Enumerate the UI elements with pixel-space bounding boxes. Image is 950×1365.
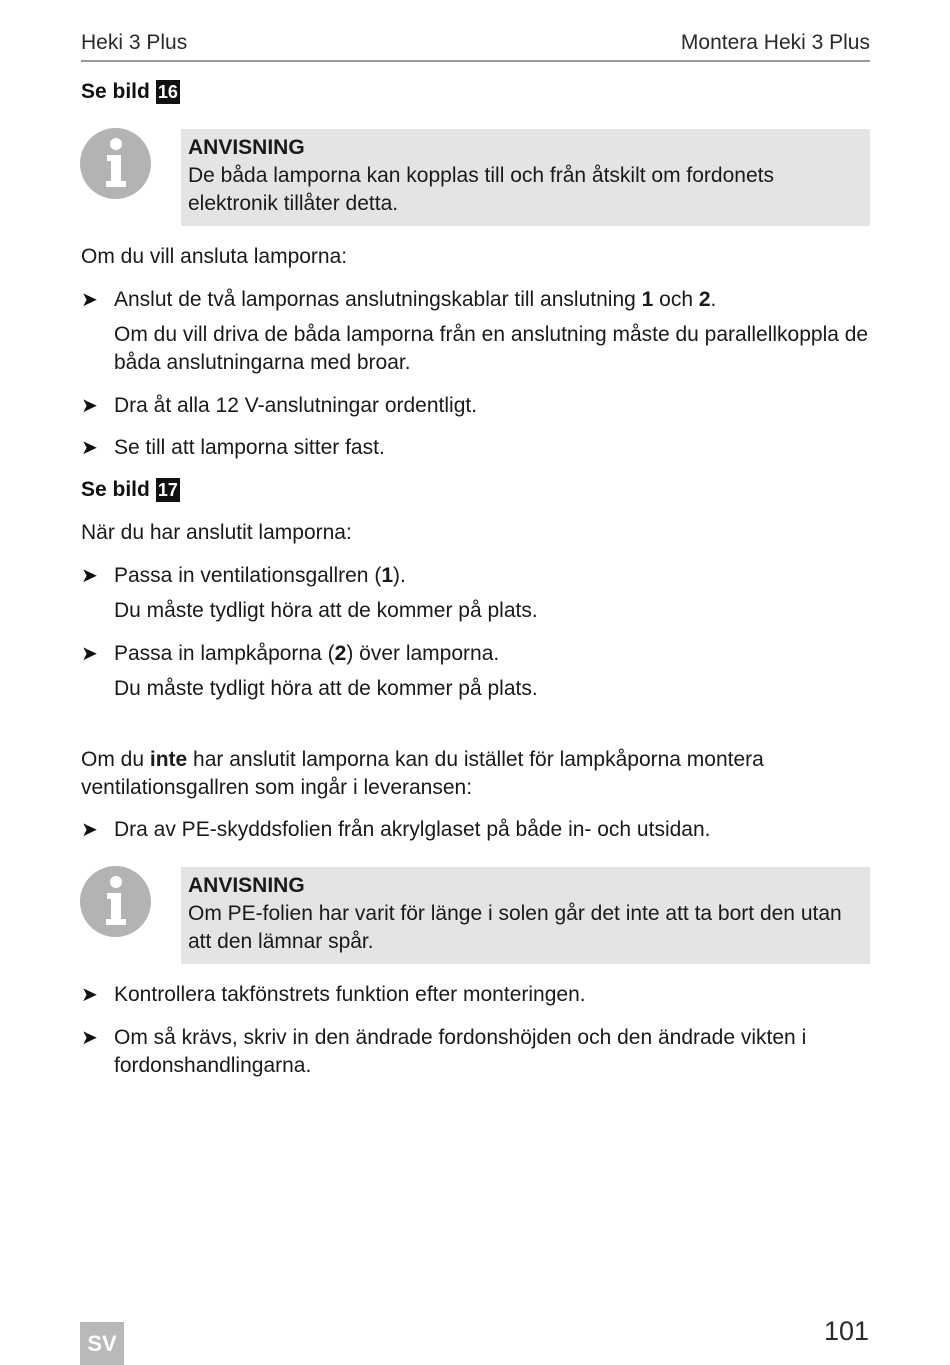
note-box [181,867,870,964]
note-text: De båda lamporna kan kopplas till och från åtskilt om fordonets elektronik tillåter detta. [188,164,774,215]
part-number: 1 [381,564,393,587]
list-item-text: Kontrollera takfönstrets funktion efter monteringen. [114,983,586,1006]
list-item-text: Anslut de två lampornas anslutningskablar till anslutning [114,288,642,311]
list-item-result: Om du vill driva de båda lamporna från en anslutning måste du parallellkoppla de båda anslutningarna med broar. [114,323,869,374]
list-item-text: och [653,288,699,311]
list-item-text: Se till att lamporna sitter fast. [114,436,385,459]
list-item [81,286,871,314]
note-box [181,129,870,226]
language-badge: SV [80,1322,124,1365]
figure-number-badge: 16 [157,82,178,102]
list-item-text: Passa in ventilationsgallren ( [114,564,382,587]
list-item-text: . [710,288,717,311]
list-item-text: Dra åt alla 12 V-anslutningar ordentligt. [114,394,478,417]
heading-text: Se bild [81,478,150,501]
list-item [81,640,871,668]
arrow-bullet-icon: ➤ [81,289,98,311]
note-title: ANVISNING [188,136,305,159]
paragraph-text: Om du [81,748,150,771]
list-item-text: Om så krävs, skriv in den ändrade fordonshöjden och den ändrade vikten i fordonshandlingarna. [114,1026,807,1077]
list-item [81,1024,871,1080]
section-heading-16 [81,80,180,104]
list-item-text: ) över lamporna. [346,642,500,665]
arrow-bullet-icon: ➤ [81,643,98,665]
arrow-bullet-icon: ➤ [81,819,98,841]
page-number: 101 [823,1316,869,1346]
arrow-bullet-icon: ➤ [81,395,98,417]
list-item-text: Passa in lampkåporna ( [114,642,335,665]
list-item [81,562,871,590]
arrow-bullet-icon: ➤ [81,1027,98,1049]
arrow-bullet-icon: ➤ [81,437,98,459]
connection-number: 1 [641,288,654,311]
list-item [81,981,871,1009]
arrow-bullet-icon: ➤ [81,984,98,1006]
list-item-text: Dra av PE-skyddsfolien från akrylglaset på både in- och utsidan. [114,818,711,841]
note-text: Om PE-folien har varit för länge i solen går det inte att ta bort den utan att den lämnar spår. [188,902,842,953]
figure-number-badge: 17 [157,480,178,500]
arrow-bullet-icon: ➤ [81,565,98,587]
list-item [81,816,871,844]
list-item [81,434,871,462]
emphasis: inte [149,748,188,771]
list-item-result: Du måste tydligt höra att de kommer på plats. [114,677,538,700]
info-icon [80,866,151,937]
paragraph [81,746,871,802]
header-right: Montera Heki 3 Plus [680,31,870,54]
heading-text: Se bild [81,80,150,103]
header-divider [81,60,870,62]
paragraph-text: har anslutit lamporna kan du istället för lampkåporna montera ventilationsgallren som ingår i leveransen: [81,748,764,799]
note-title: ANVISNING [188,874,305,897]
paragraph: Om du vill ansluta lamporna: [81,245,348,268]
section-heading-17 [81,478,180,502]
list-item [81,392,871,420]
connection-number: 2 [698,288,711,311]
list-item-text: ). [393,564,406,587]
list-item-result: Du måste tydligt höra att de kommer på plats. [114,599,538,622]
part-number: 2 [334,642,347,665]
info-icon [80,128,151,199]
paragraph: När du har anslutit lamporna: [81,521,352,544]
header-left: Heki 3 Plus [81,31,188,54]
